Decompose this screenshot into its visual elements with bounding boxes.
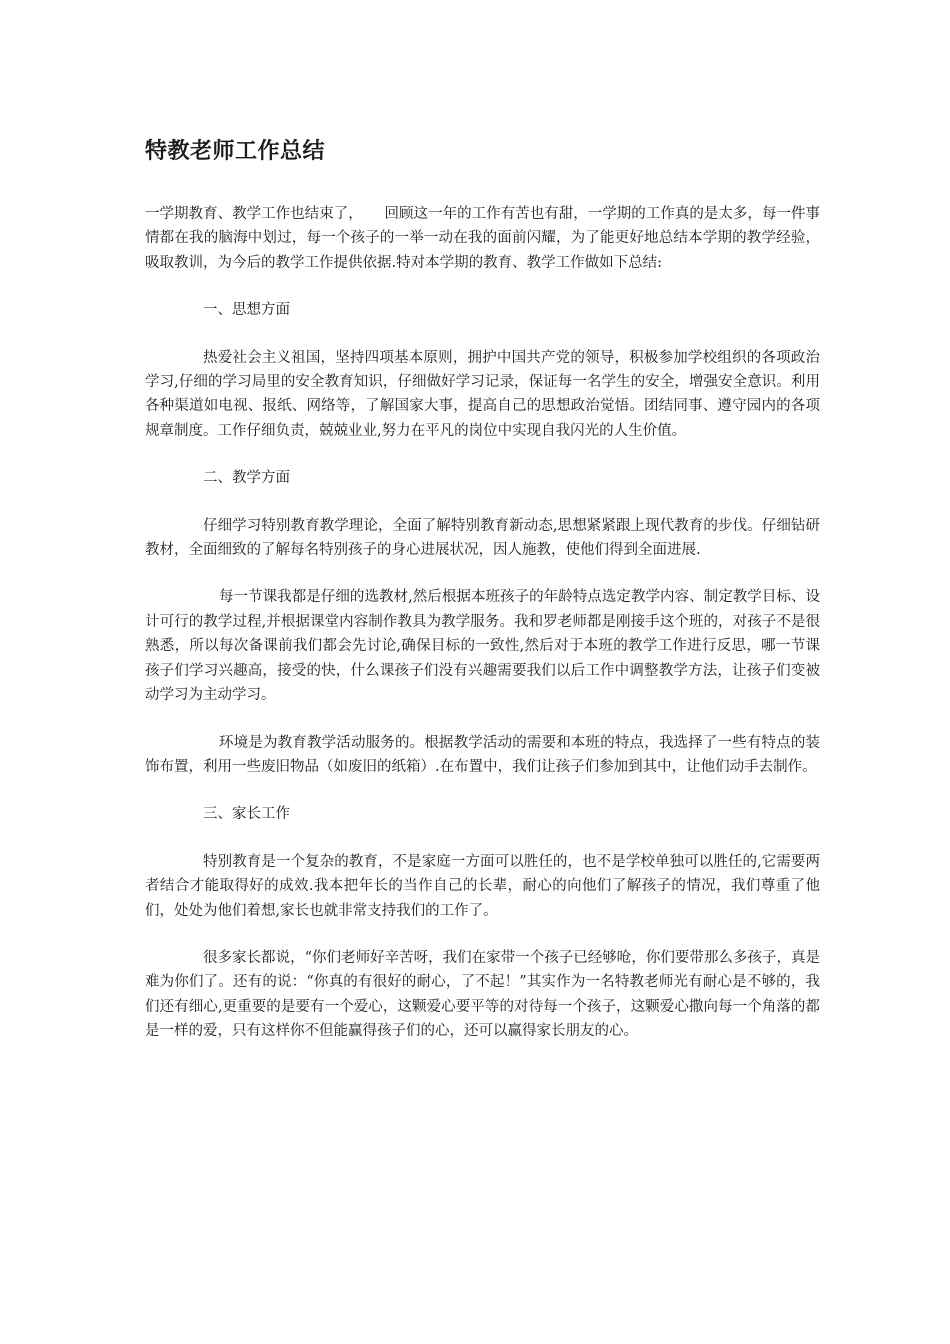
body-paragraph: 环境是为教育教学活动服务的。根据教学活动的需要和本班的特点，我选择了一些有特点的装饰布置，利用一些废旧物品（如废旧的纸箱）.在布置中，我们让孩子们参加到其中，让他们动手去制作。	[145, 734, 820, 775]
section-heading: 三、家长工作	[203, 806, 290, 823]
document-title: 特教老师工作总结	[145, 138, 326, 164]
document-page	[145, 128, 820, 1067]
section-heading: 一、思想方面	[203, 302, 290, 319]
body-paragraph: 仔细学习特别教育教学理论，全面了解特别教育新动态,思想紧紧跟上现代教育的步伐。仔细钻研教材，全面细致的了解每名特别孩子的身心进展状况，因人施教，使他们得到全面进展.	[145, 517, 820, 559]
intro-paragraph: 一学期教育、教学工作也结束了， 回顾这一年的工作有苦也有甜，一学期的工作真的是太多，每一件事情都在我的脑海中划过，每一个孩子的一举一动在我的面前闪耀，为了能更好地总结本学期的教学经验，吸取教训，为今后的教学工作提供依据.特对本学期的教育、教学工作做如下总结:	[145, 206, 820, 271]
section-parents	[145, 802, 820, 1043]
section-thought	[145, 298, 820, 443]
section-teaching	[145, 466, 820, 779]
section-heading: 二、教学方面	[203, 470, 290, 487]
body-paragraph: 热爱社会主义祖国，坚持四项基本原则，拥护中国共产党的领导，积极参加学校组织的各项政治学习,仔细的学习局里的安全教育知识，仔细做好学习记录，保证每一名学生的安全，增强安全意识。利用各种渠道如电视、报纸、网络等，了解国家大事，提高自己的思想政治觉悟。团结同事、遵守园内的各项规章制度。工作仔细负责，兢兢业业,努力在平凡的岗位中实现自我闪光的人生价值。	[145, 349, 820, 439]
body-paragraph: 特别教育是一个复杂的教育，不是家庭一方面可以胜任的，也不是学校单独可以胜任的,它需要两者结合才能取得好的成效.我本把年长的当作自己的长辈，耐心的向他们了解孩子的情况，我们尊重了他们，处处为他们着想,家长也就非常支持我们的工作了。	[145, 853, 820, 919]
body-paragraph: 每一节课我都是仔细的选教材,然后根据本班孩子的年龄特点选定教学内容、制定教学目标、设计可行的教学过程,并根据课堂内容制作教具为教学服务。我和罗老师都是刚接手这个班的，对孩子不是很熟悉，所以每次备课前我们都会先讨论,确保目标的一致性,然后对于本班的教学工作进行反思，哪一节课孩子们学习兴趣高，接受的快，什么课孩子们没有兴趣需要我们以后工作中调整教学方法，让孩子们变被动学习为主动学习。	[145, 589, 820, 704]
body-paragraph: 很多家长都说，“你们老师好辛苦呀，我们在家带一个孩子已经够呛，你们要带那么多孩子，真是难为你们了。还有的说：“你真的有很好的耐心，了不起！”其实作为一名特教老师光有耐心是不够的，我们还有细心,更重要的是要有一个爱心，这颗爱心要平等的对待每一个孩子，这颗爱心撒向每一个角落的都是一样的爱，只有这样你不但能赢得孩子们的心，还可以赢得家长朋友的心。	[145, 949, 820, 1040]
